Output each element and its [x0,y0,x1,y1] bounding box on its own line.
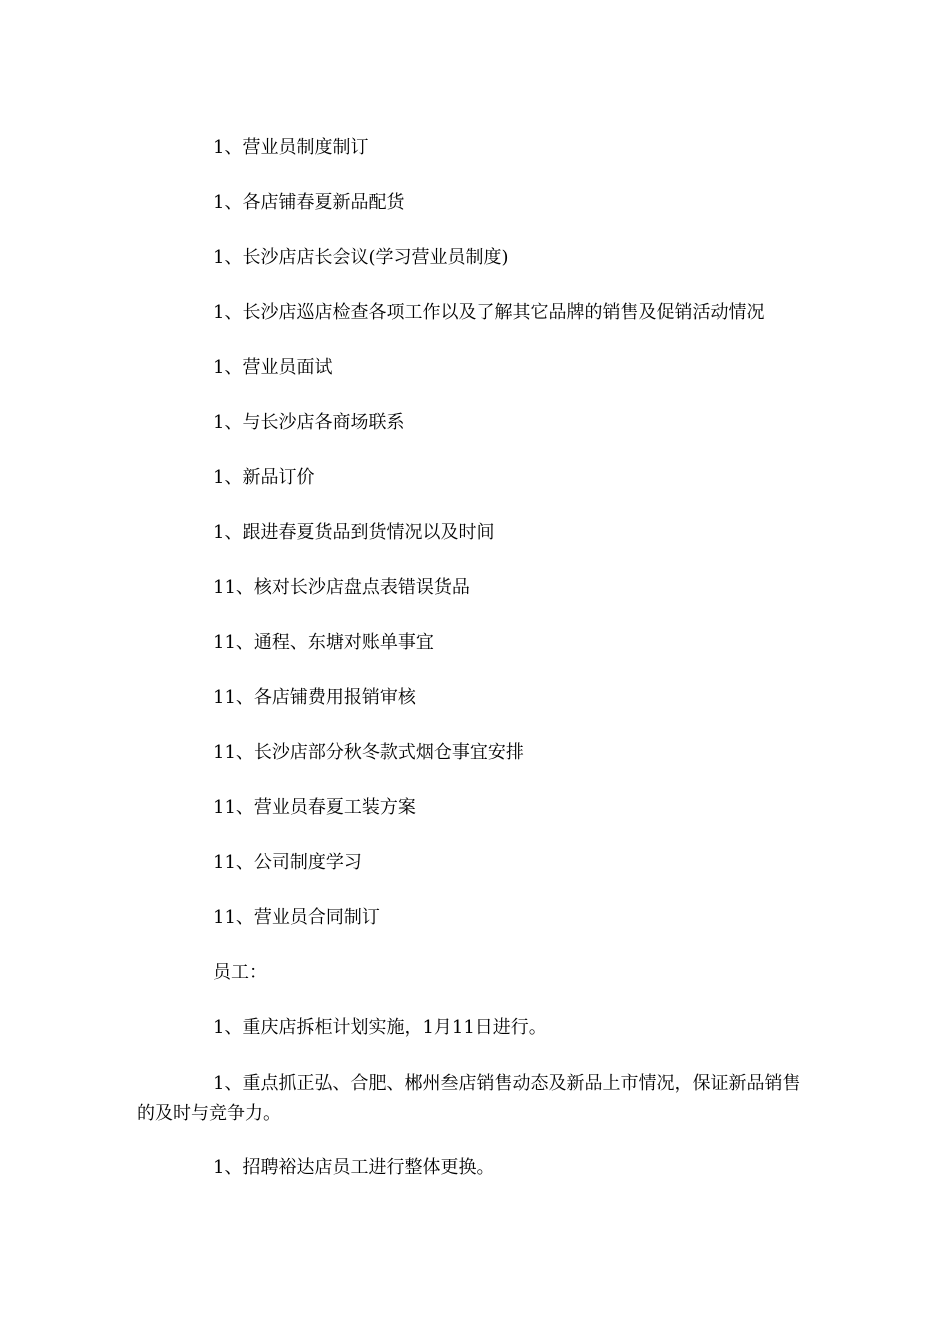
list-item: 1、与长沙店各商场联系 [213,412,405,433]
list-item: 11、营业员合同制订 [213,907,380,928]
list-item: 1、新品订价 [213,467,315,488]
list-item: 1、营业员制度制订 [213,137,369,158]
staff-item-wrapped [137,1069,807,1129]
section-heading: 员工： [213,962,267,983]
list-item: 11、核对长沙店盘点表错误货品 [213,577,470,598]
list-item: 1、跟进春夏货品到货情况以及时间 [213,522,495,543]
list-item: 1、长沙店巡店检查各项工作以及了解其它品牌的销售及促销活动情况 [213,302,765,323]
list-item: 1、营业员面试 [213,357,333,378]
list-item: 1、各店铺春夏新品配货 [213,192,405,213]
list-item: 11、营业员春夏工装方案 [213,797,416,818]
staff-item: 1、招聘裕达店员工进行整体更换。 [213,1157,495,1178]
list-item: 11、长沙店部分秋冬款式烟仓事宜安排 [213,742,524,763]
list-item: 11、通程、东塘对账单事宜 [213,632,434,653]
staff-item: 1、重庆店拆柜计划实施，1月11日进行。 [213,1017,547,1038]
list-item: 11、公司制度学习 [213,852,362,873]
list-item: 1、长沙店店长会议(学习营业员制度) [213,247,509,268]
staff-item-text: 1、重点抓正弘、合肥、郴州叁店销售动态及新品上市情况，保证新品销售的及时与竞争力。 [137,1073,801,1124]
list-item: 11、各店铺费用报销审核 [213,687,416,708]
